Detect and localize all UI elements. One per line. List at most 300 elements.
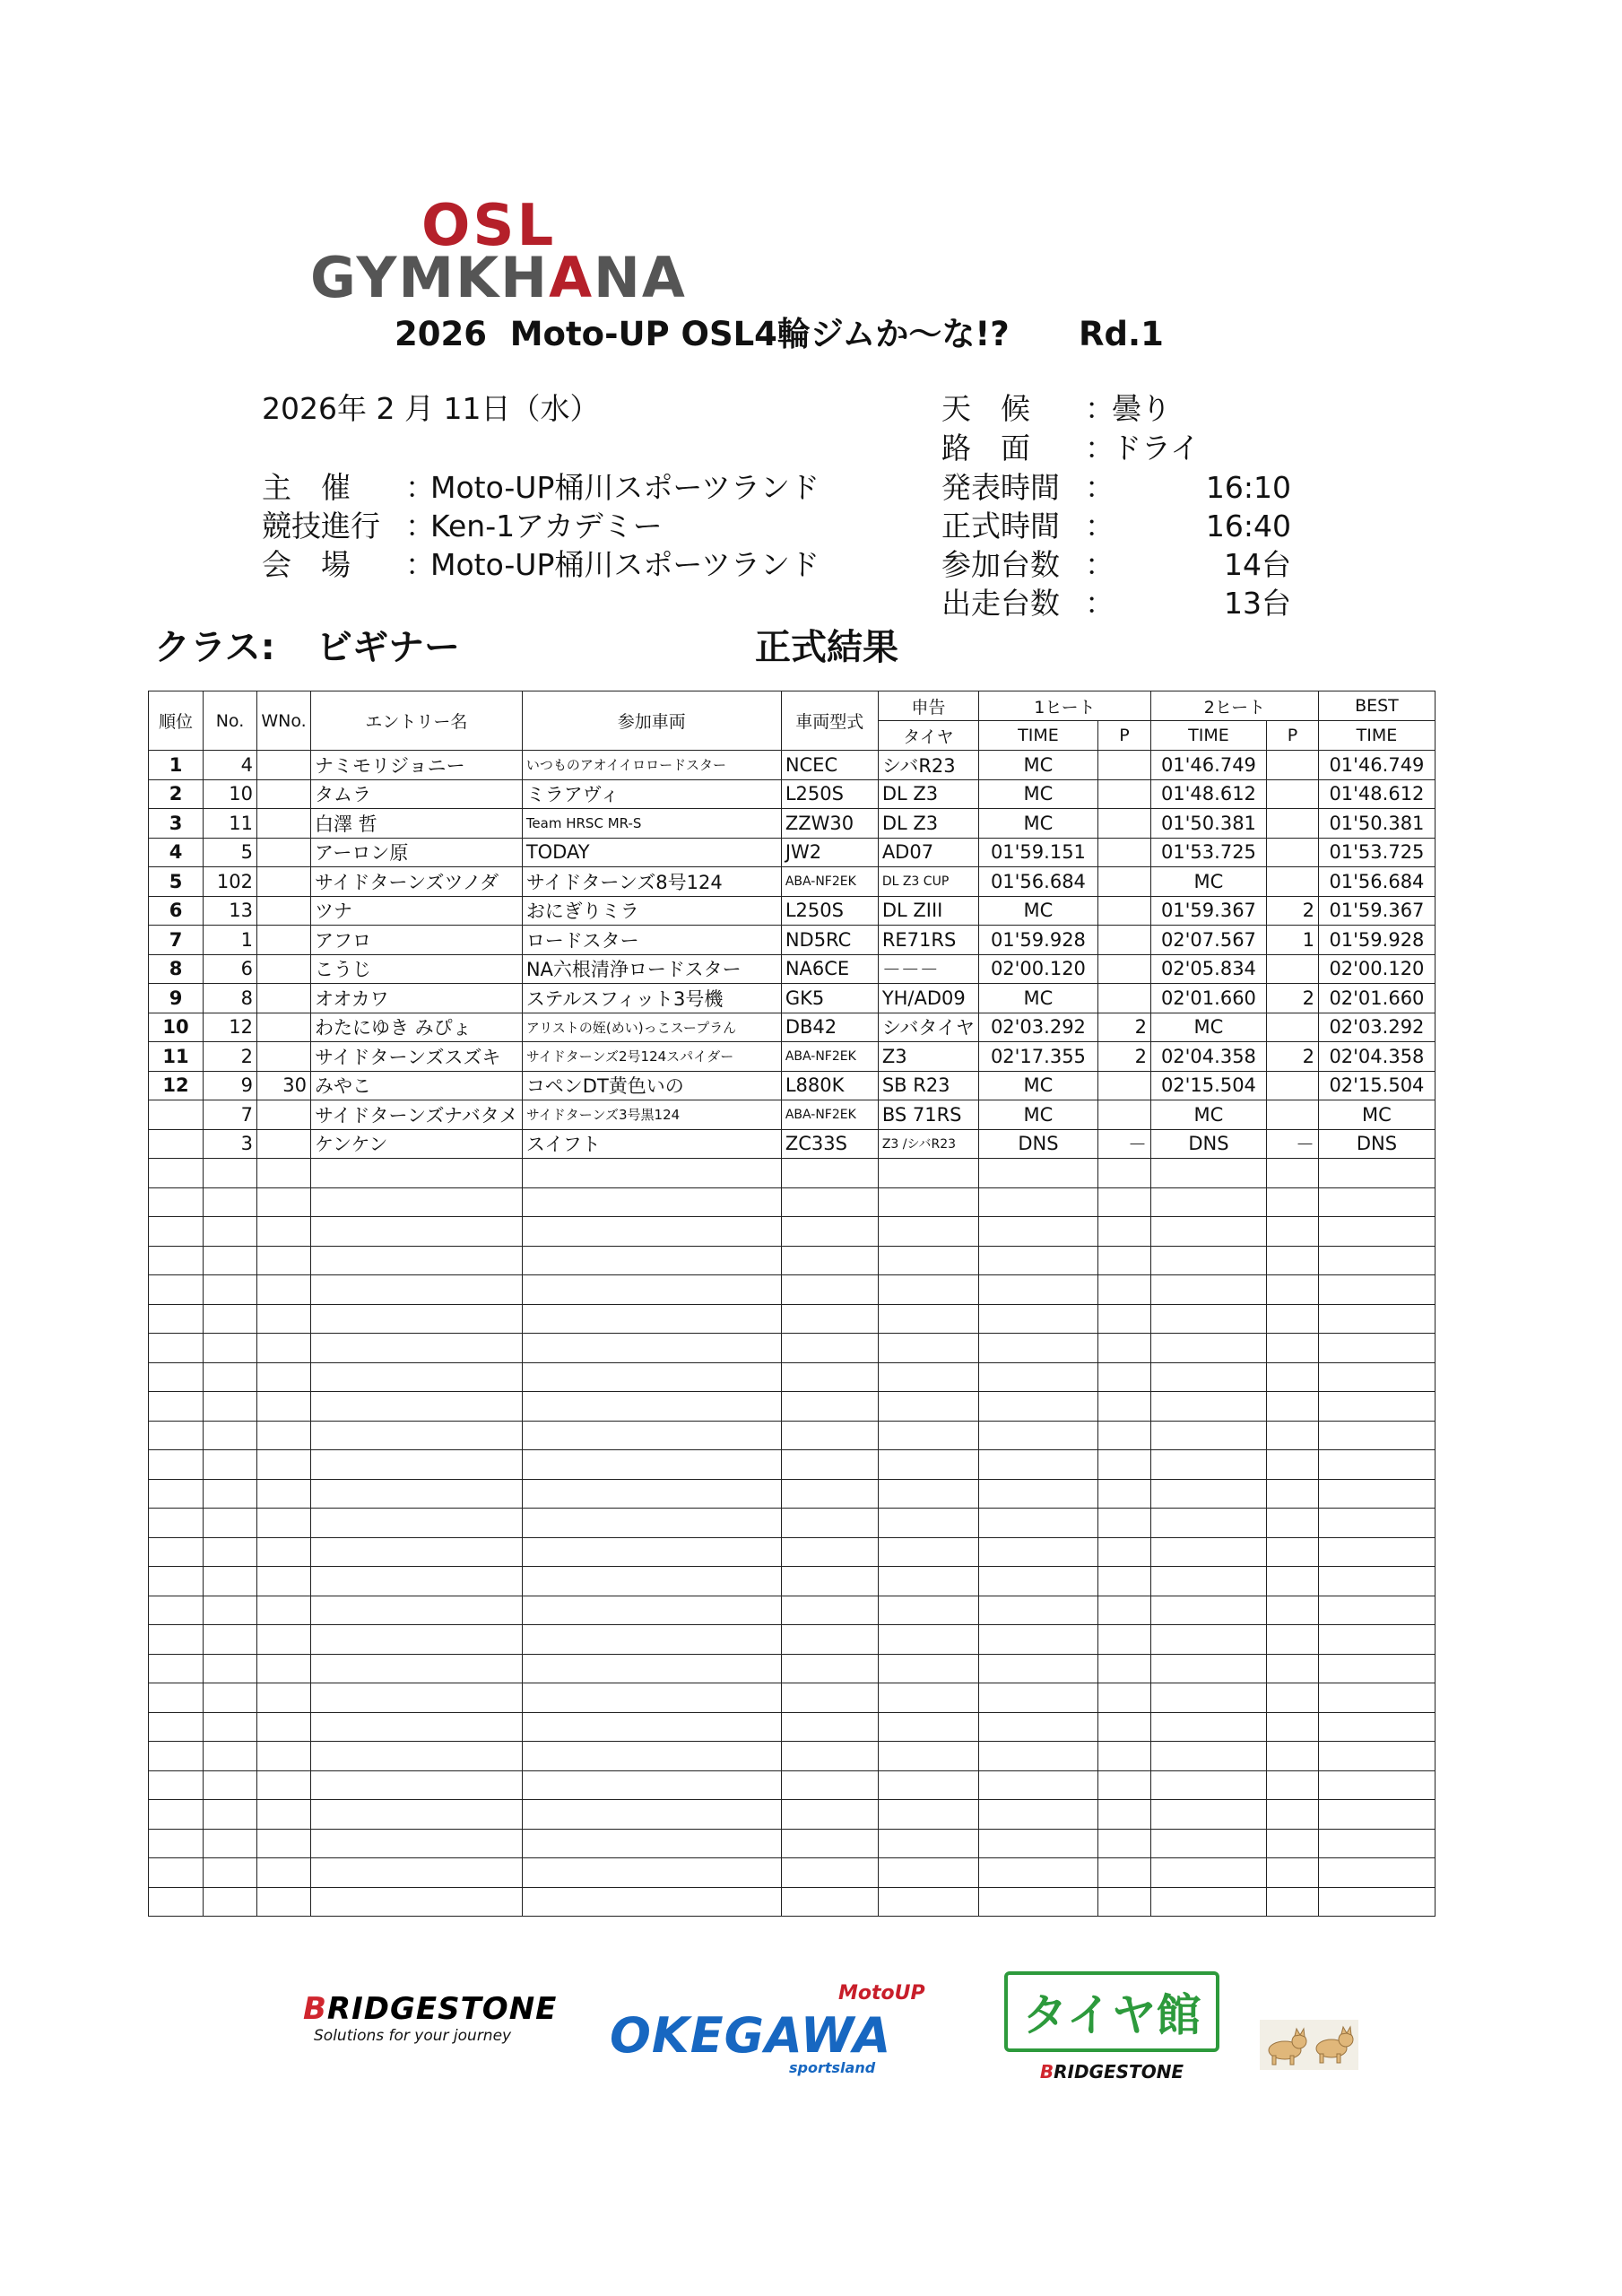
starters-line [941, 580, 1291, 622]
cell-tire: AD07 [878, 838, 978, 867]
cell-best [1318, 1625, 1435, 1655]
cell-p2 [1266, 838, 1318, 867]
cell-t1 [978, 1654, 1097, 1683]
cell-best [1318, 1596, 1435, 1625]
cell-best: 01'46.749 [1318, 751, 1435, 780]
cell-t1: MC [978, 1071, 1097, 1100]
cell-rank: 3 [149, 809, 204, 839]
cell-tire [878, 1509, 978, 1538]
table-row [149, 1100, 1436, 1130]
table-row [149, 1334, 1436, 1363]
cell-p1 [1097, 1159, 1150, 1188]
cell-rank: 12 [149, 1071, 204, 1100]
cell-tire: シバタイヤ [878, 1013, 978, 1042]
cell-rank [149, 1654, 204, 1683]
cell-entry [311, 1421, 523, 1450]
cell-wno [257, 1100, 311, 1130]
cell-no [204, 1654, 257, 1683]
cell-wno [257, 1887, 311, 1917]
cell-tire: Z3 [878, 1042, 978, 1072]
cell-no [204, 1770, 257, 1800]
cell-rank: 9 [149, 984, 204, 1013]
cell-p1 [1097, 867, 1150, 897]
cell-p1 [1097, 1567, 1150, 1596]
cell-entry: サイドターンズスズキ [311, 1042, 523, 1072]
table-row [149, 926, 1436, 955]
cell-best [1318, 1217, 1435, 1247]
cell-wno [257, 1537, 311, 1567]
results-table [148, 691, 1436, 1917]
okegawa-logo [610, 1982, 925, 2076]
cell-entry: ケンケン [311, 1129, 523, 1159]
class-label: クラス: [154, 627, 275, 668]
cell-t1 [978, 1275, 1097, 1305]
cell-p2 [1266, 1654, 1318, 1683]
cell-tire [878, 1421, 978, 1450]
cell-no [204, 1537, 257, 1567]
cell-rank: 7 [149, 926, 204, 955]
cell-t2: MC [1150, 1100, 1266, 1130]
cell-no: 10 [204, 779, 257, 809]
cell-p1 [1097, 1770, 1150, 1800]
cell-model [781, 1625, 878, 1655]
cell-wno [257, 1334, 311, 1363]
cell-wno [257, 867, 311, 897]
cell-car [522, 1829, 781, 1858]
cell-entry: こうじ [311, 954, 523, 984]
surface-line [941, 425, 1200, 467]
cell-best: 01'59.367 [1318, 896, 1435, 926]
cell-tire [878, 1742, 978, 1771]
cell-p1 [1097, 1509, 1150, 1538]
cell-t1: DNS [978, 1129, 1097, 1159]
official-time-line [941, 503, 1291, 545]
cell-best: 02'00.120 [1318, 954, 1435, 984]
cell-tire [878, 1304, 978, 1334]
cell-best [1318, 1392, 1435, 1422]
header-best: BEST [1318, 691, 1435, 721]
cell-car [522, 1159, 781, 1188]
separator: ： [1085, 430, 1115, 465]
cell-t1: MC [978, 984, 1097, 1013]
cell-best: 02'04.358 [1318, 1042, 1435, 1072]
separator: ： [1085, 509, 1115, 544]
cell-rank [149, 1304, 204, 1334]
cell-car [522, 1421, 781, 1450]
cell-wno [257, 1450, 311, 1480]
cell-car [522, 1275, 781, 1305]
separator: ： [1085, 586, 1115, 621]
cell-p1 [1097, 1858, 1150, 1888]
cell-best [1318, 1159, 1435, 1188]
table-row [149, 809, 1436, 839]
cell-t2 [1150, 1829, 1266, 1858]
cell-no [204, 1187, 257, 1217]
table-row [149, 1537, 1436, 1567]
cell-entry [311, 1596, 523, 1625]
cell-model [781, 1509, 878, 1538]
cell-wno [257, 1042, 311, 1072]
cell-t1 [978, 1509, 1097, 1538]
cell-best: 01'50.381 [1318, 809, 1435, 839]
cell-entry: タムラ [311, 779, 523, 809]
cell-no [204, 1742, 257, 1771]
cell-p2 [1266, 1334, 1318, 1363]
entries-line [941, 542, 1291, 584]
header-no: No. [204, 691, 257, 751]
cell-p1 [1097, 1625, 1150, 1655]
cell-t2: 01'50.381 [1150, 809, 1266, 839]
cell-t2 [1150, 1246, 1266, 1275]
cell-model [781, 1362, 878, 1392]
logo-part: NA [594, 245, 687, 310]
cell-no: 7 [204, 1100, 257, 1130]
cell-best [1318, 1187, 1435, 1217]
cell-model [781, 1246, 878, 1275]
cell-tire: SB R23 [878, 1071, 978, 1100]
cell-wno [257, 1421, 311, 1450]
cell-p2: － [1266, 1129, 1318, 1159]
organizer-line [262, 465, 820, 507]
cell-tire: DL ZIII [878, 896, 978, 926]
cell-best [1318, 1887, 1435, 1917]
cell-p1 [1097, 1071, 1150, 1100]
cell-p2 [1266, 1712, 1318, 1742]
cell-t1: 02'03.292 [978, 1013, 1097, 1042]
cell-car [522, 1392, 781, 1422]
header-rank: 順位 [149, 691, 204, 751]
cell-car: サイドターンズ8号124 [522, 867, 781, 897]
cell-p2 [1266, 1159, 1318, 1188]
cell-model [781, 1742, 878, 1771]
cell-p1 [1097, 1887, 1150, 1917]
cell-t2 [1150, 1392, 1266, 1422]
separator: ： [1085, 470, 1115, 505]
table-row [149, 1187, 1436, 1217]
weather-label: 天 候 [941, 391, 1030, 426]
cell-car: ロードスター [522, 926, 781, 955]
cell-t1: MC [978, 779, 1097, 809]
cell-no [204, 1509, 257, 1538]
cell-p2 [1266, 1829, 1318, 1858]
cell-rank [149, 1421, 204, 1450]
cell-p1 [1097, 1683, 1150, 1713]
cell-best [1318, 1800, 1435, 1830]
cell-wno [257, 779, 311, 809]
cell-model [781, 1275, 878, 1305]
cell-model [781, 1537, 878, 1567]
cell-car [522, 1362, 781, 1392]
osl-gymkhana-logo [305, 193, 687, 310]
cell-entry [311, 1800, 523, 1830]
cell-p1 [1097, 751, 1150, 780]
cell-p1 [1097, 1246, 1150, 1275]
tire-kan-logo [1004, 1971, 1219, 2083]
cell-entry: わたにゆき みぴょ [311, 1013, 523, 1042]
cell-rank [149, 1596, 204, 1625]
cell-p1 [1097, 1479, 1150, 1509]
cell-car [522, 1187, 781, 1217]
cell-car [522, 1742, 781, 1771]
cell-best: 02'03.292 [1318, 1013, 1435, 1042]
cell-tire [878, 1567, 978, 1596]
cell-p1 [1097, 1100, 1150, 1130]
cell-model: ABA-NF2EK [781, 1100, 878, 1130]
official-value: 16:40 [1205, 509, 1291, 544]
cell-t2: 01'59.367 [1150, 896, 1266, 926]
cell-entry: サイドターンズツノダ [311, 867, 523, 897]
venue-label: 会 場 [262, 547, 351, 582]
cell-t1: 01'56.684 [978, 867, 1097, 897]
venue-value: Moto-UP桶川スポーツランド [430, 547, 820, 582]
cell-best [1318, 1450, 1435, 1480]
cell-entry: ツナ [311, 896, 523, 926]
table-body [149, 751, 1436, 1917]
cell-rank: 4 [149, 838, 204, 867]
cell-t1 [978, 1858, 1097, 1888]
cell-rank [149, 1537, 204, 1567]
cell-car [522, 1887, 781, 1917]
table-row [149, 1275, 1436, 1305]
table-row [149, 1567, 1436, 1596]
table-row [149, 1129, 1436, 1159]
cell-rank: 10 [149, 1013, 204, 1042]
header-heat1-p: P [1097, 721, 1150, 751]
cell-entry [311, 1362, 523, 1392]
cell-t1 [978, 1334, 1097, 1363]
cell-no [204, 1596, 257, 1625]
cell-p2 [1266, 1567, 1318, 1596]
cell-tire [878, 1362, 978, 1392]
cell-no: 3 [204, 1129, 257, 1159]
cell-p2 [1266, 1509, 1318, 1538]
cell-model [781, 1217, 878, 1247]
cell-t2 [1150, 1887, 1266, 1917]
cell-rank [149, 1129, 204, 1159]
cell-rank [149, 1479, 204, 1509]
cell-tire [878, 1334, 978, 1363]
cell-rank [149, 1275, 204, 1305]
cell-car [522, 1683, 781, 1713]
cell-t1 [978, 1450, 1097, 1480]
cell-p1 [1097, 1421, 1150, 1450]
cell-model [781, 1450, 878, 1480]
header-heat2-p: P [1266, 721, 1318, 751]
cell-no [204, 1246, 257, 1275]
cell-rank [149, 1712, 204, 1742]
cell-tire [878, 1159, 978, 1188]
cell-tire [878, 1275, 978, 1305]
cell-t1 [978, 1217, 1097, 1247]
cell-model [781, 1683, 878, 1713]
cell-wno [257, 751, 311, 780]
cell-entry [311, 1829, 523, 1858]
cell-entry [311, 1187, 523, 1217]
venue-line [262, 542, 820, 584]
cell-p2 [1266, 1392, 1318, 1422]
cell-entry [311, 1742, 523, 1771]
cell-t2: 01'48.612 [1150, 779, 1266, 809]
cell-p1 [1097, 1800, 1150, 1830]
cell-model [781, 1304, 878, 1334]
cell-wno [257, 1217, 311, 1247]
cell-rank [149, 1567, 204, 1596]
cell-p2 [1266, 1800, 1318, 1830]
cell-entry [311, 1334, 523, 1363]
cell-tire: Z3 /シバR23 [878, 1129, 978, 1159]
cell-rank [149, 1392, 204, 1422]
cell-wno [257, 1770, 311, 1800]
cell-car [522, 1712, 781, 1742]
cell-tire: DL Z3 CUP [878, 867, 978, 897]
cell-car: スイフト [522, 1129, 781, 1159]
cell-no: 102 [204, 867, 257, 897]
cell-entry [311, 1625, 523, 1655]
cell-rank [149, 1334, 204, 1363]
separator: ： [405, 509, 435, 544]
table-row [149, 1304, 1436, 1334]
tire-kan-bridgestone [1004, 2061, 1219, 2083]
cell-model: L250S [781, 896, 878, 926]
bridgestone-wordmark [303, 1991, 557, 2027]
table-header [149, 691, 1436, 751]
cell-entry [311, 1712, 523, 1742]
entries-value: 14台 [1224, 547, 1291, 582]
cell-rank [149, 1770, 204, 1800]
table-row [149, 1159, 1436, 1188]
cell-entry [311, 1275, 523, 1305]
cell-wno [257, 1479, 311, 1509]
cell-tire [878, 1625, 978, 1655]
logo-osl-text: OSL [421, 193, 557, 259]
cell-model [781, 1712, 878, 1742]
separator: ： [405, 547, 435, 582]
table-row [149, 1509, 1436, 1538]
cell-wno [257, 1567, 311, 1596]
cell-no: 1 [204, 926, 257, 955]
cell-entry [311, 1479, 523, 1509]
cell-tire: RE71RS [878, 926, 978, 955]
cell-no [204, 1567, 257, 1596]
cell-entry: ナミモリジョニー [311, 751, 523, 780]
cell-p2 [1266, 1742, 1318, 1771]
cell-p1 [1097, 838, 1150, 867]
cell-no [204, 1625, 257, 1655]
cell-entry [311, 1304, 523, 1334]
cell-t1 [978, 1362, 1097, 1392]
table-row [149, 1362, 1436, 1392]
entries-label: 参加台数 [941, 547, 1060, 582]
table-row [149, 1246, 1436, 1275]
announce-value: 16:10 [1205, 470, 1291, 505]
cell-t1: MC [978, 751, 1097, 780]
cell-t1 [978, 1537, 1097, 1567]
cell-car [522, 1625, 781, 1655]
cell-tire [878, 1712, 978, 1742]
cell-no: 6 [204, 954, 257, 984]
announce-time-line [941, 465, 1291, 507]
cell-p2 [1266, 1013, 1318, 1042]
cell-p2 [1266, 1362, 1318, 1392]
cell-t2 [1150, 1509, 1266, 1538]
cell-p2 [1266, 1100, 1318, 1130]
cell-no: 13 [204, 896, 257, 926]
cell-wno [257, 838, 311, 867]
cell-wno [257, 1712, 311, 1742]
cell-model [781, 1858, 878, 1888]
cell-tire [878, 1829, 978, 1858]
cell-rank: 11 [149, 1042, 204, 1072]
cell-p1 [1097, 1712, 1150, 1742]
cell-t2: 02'07.567 [1150, 926, 1266, 955]
cell-t1: 01'59.151 [978, 838, 1097, 867]
okegawa-wordmark: OKEGAWA [610, 2007, 892, 2064]
cell-t2: 01'46.749 [1150, 751, 1266, 780]
cell-best [1318, 1334, 1435, 1363]
cell-t1 [978, 1800, 1097, 1830]
cell-model [781, 1479, 878, 1509]
cell-p2 [1266, 1770, 1318, 1800]
cell-p2 [1266, 1537, 1318, 1567]
cell-car [522, 1770, 781, 1800]
cell-entry [311, 1217, 523, 1247]
cell-t2 [1150, 1770, 1266, 1800]
cell-best [1318, 1275, 1435, 1305]
cell-t2 [1150, 1159, 1266, 1188]
cell-rank [149, 1625, 204, 1655]
cell-t2 [1150, 1275, 1266, 1305]
cell-t2 [1150, 1567, 1266, 1596]
table-row [149, 1887, 1436, 1917]
cell-car: サイドターンズ3号黒124 [522, 1100, 781, 1130]
cell-p1 [1097, 1450, 1150, 1480]
cell-wno [257, 1246, 311, 1275]
cell-car [522, 1654, 781, 1683]
cell-tire: DL Z3 [878, 779, 978, 809]
cell-p2 [1266, 1246, 1318, 1275]
cell-p2 [1266, 1187, 1318, 1217]
cell-no [204, 1159, 257, 1188]
cell-p1 [1097, 926, 1150, 955]
cell-tire [878, 1217, 978, 1247]
cell-best [1318, 1742, 1435, 1771]
cell-t2: MC [1150, 1013, 1266, 1042]
cell-car: ステルスフィット3号機 [522, 984, 781, 1013]
cell-entry [311, 1770, 523, 1800]
cell-tire [878, 1246, 978, 1275]
cell-best: 02'01.660 [1318, 984, 1435, 1013]
cell-wno [257, 809, 311, 839]
cell-best [1318, 1829, 1435, 1858]
cell-wno [257, 1625, 311, 1655]
cell-no: 8 [204, 984, 257, 1013]
cell-t1: MC [978, 1100, 1097, 1130]
cell-model: NCEC [781, 751, 878, 780]
cell-p1: － [1097, 1129, 1150, 1159]
cell-rank [149, 1450, 204, 1480]
cell-p2 [1266, 867, 1318, 897]
cell-no [204, 1275, 257, 1305]
table-row [149, 1042, 1436, 1072]
cell-p2: 2 [1266, 984, 1318, 1013]
cell-model: GK5 [781, 984, 878, 1013]
cell-no [204, 1217, 257, 1247]
cell-t2: 02'01.660 [1150, 984, 1266, 1013]
cell-t2: 02'15.504 [1150, 1071, 1266, 1100]
cell-rank: 1 [149, 751, 204, 780]
cell-p1 [1097, 1187, 1150, 1217]
cell-entry [311, 1887, 523, 1917]
